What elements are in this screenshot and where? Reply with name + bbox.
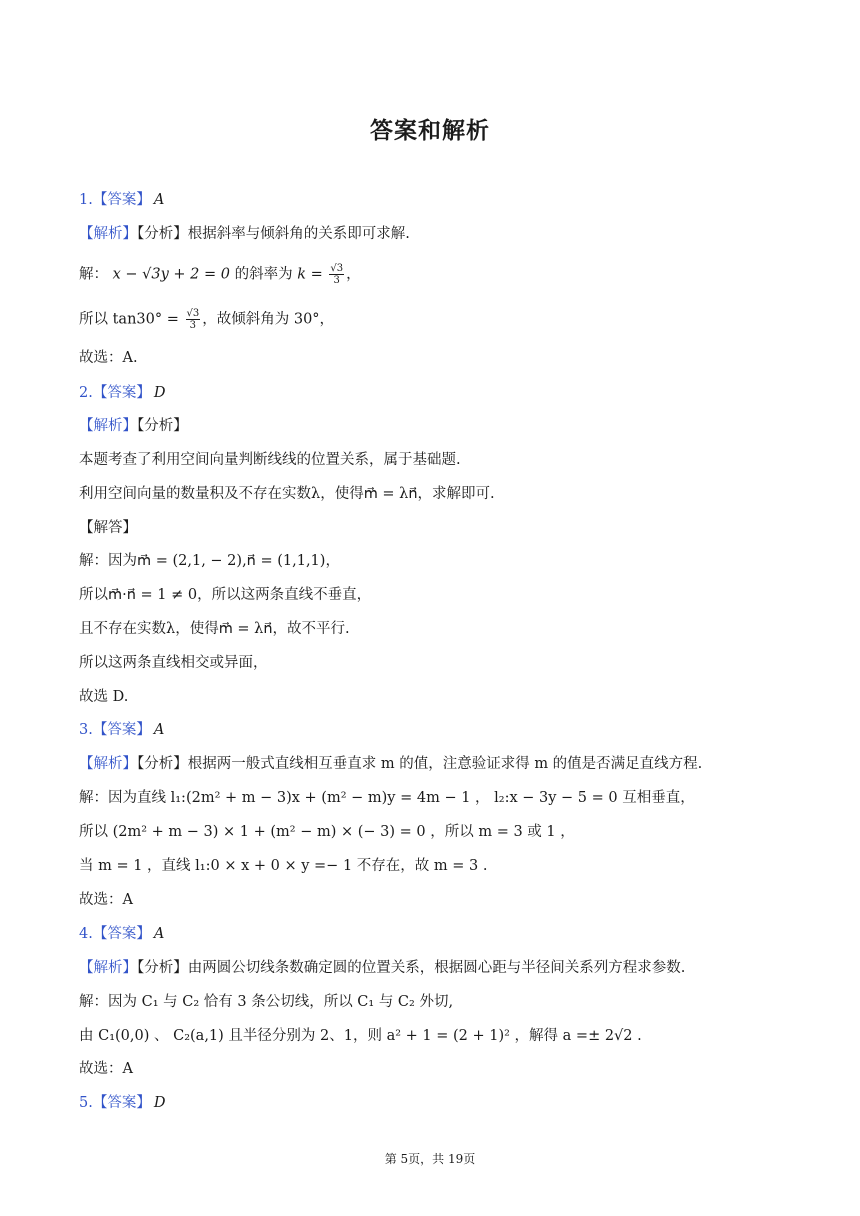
q4-number: 4. <box>79 926 93 942</box>
q1-k: k = <box>297 266 323 283</box>
q3-line-2: 解：因为直线 l₁:(2m² + m − 3)x + (m² − m)y = 4m − 1 ， l₂:x − 3y − 5 = 0 互相垂直， <box>79 790 695 806</box>
q1-equation: x − √3y + 2 = 0 <box>112 266 230 283</box>
fenxi-label: 【分析】 <box>137 960 188 976</box>
answer-label: 【答案】 <box>92 385 151 401</box>
q2-line-6: 所以m⃗·n⃗ = 1 ≠ 0，所以这两条直线不垂直， <box>79 587 372 603</box>
q2-line-7: 且不存在实数λ，使得m⃗ = λn⃗，故不平行. <box>79 621 350 637</box>
q2-number: 2. <box>79 385 93 401</box>
q5-number: 5. <box>79 1095 93 1111</box>
q1-tan-line <box>79 308 334 331</box>
q5-answer-line <box>79 1093 165 1113</box>
q1-solution-prefix: 解： <box>79 266 108 283</box>
q1-choice: 故选：A. <box>79 350 138 366</box>
answer-label: 【答案】 <box>92 926 151 942</box>
q2-solve-label: 【解答】 <box>79 520 137 536</box>
fenxi-label: 【分析】 <box>137 418 188 434</box>
q3-answer-line <box>79 720 164 740</box>
q1-fraction <box>329 263 344 286</box>
q1-answer: A <box>153 192 165 208</box>
q4-analysis-text: 由两圆公切线条数确定圆的位置关系，根据圆心距与半径间关系列方程求参数. <box>187 960 686 976</box>
q3-line-4: 当 m = 1 ，直线 l₁:0 × x + 0 × y =− 1 不存在，故 m = 3 . <box>79 858 488 874</box>
fraction-denominator: 3 <box>333 275 340 286</box>
q1-analysis-text: 根据斜率与倾斜角的关系即可求解. <box>187 226 410 242</box>
jiexi-label: 【解析】 <box>79 418 137 434</box>
q2-line-8: 所以这两条直线相交或异面， <box>79 655 268 671</box>
q3-answer: A <box>153 722 165 738</box>
q2-line-5: 解：因为m⃗ = (2,1, − 2),n⃗ = (1,1,1)， <box>79 553 340 569</box>
q1-tan-prefix: 所以 tan30° = <box>79 311 179 328</box>
q2-answer: D <box>153 385 166 401</box>
fraction-denominator: 3 <box>189 320 197 331</box>
q4-answer-line <box>79 924 164 944</box>
q4-line-2: 解：因为 C₁ 与 C₂ 恰有 3 条公切线，所以 C₁ 与 C₂ 外切, <box>79 994 454 1010</box>
page-title: 答案和解析 <box>370 118 490 144</box>
q1-analysis <box>79 224 410 244</box>
q1-tan-end: ，故倾斜角为 30°， <box>202 311 335 328</box>
jiexi-label: 【解析】 <box>79 226 137 242</box>
page-footer: 第 5页，共 19页 <box>384 1152 476 1166</box>
fraction-numerator: √3 <box>330 263 344 274</box>
jiexi-label: 【解析】 <box>79 960 137 976</box>
q2-analysis-header <box>79 416 188 436</box>
fenxi-label: 【分析】 <box>137 226 188 242</box>
q3-choice: 故选：A <box>79 892 133 908</box>
q4-line-3: 由 C₁(0,0) 、 C₂(a,1) 且半径分别为 2、1，则 a² + 1 = (2 + 1)² ，解得 a =± 2√2 . <box>79 1028 642 1044</box>
q1-solution-end: ， <box>346 266 361 283</box>
q1-solution-line <box>79 263 361 286</box>
q3-number: 3. <box>79 722 93 738</box>
q1-fraction-2 <box>186 308 201 331</box>
answer-label: 【答案】 <box>92 722 151 738</box>
jiexi-label: 【解析】 <box>79 756 137 772</box>
q2-line-2: 本题考查了利用空间向量判断线线的位置关系，属于基础题. <box>79 452 461 468</box>
q2-choice: 故选 D. <box>79 689 129 705</box>
q4-choice: 故选：A <box>79 1061 133 1077</box>
fraction-numerator: √3 <box>186 308 200 319</box>
q2-line-3: 利用空间向量的数量积及不存在实数λ，使得m⃗ = λn⃗，求解即可. <box>79 486 495 502</box>
q1-number: 1. <box>79 192 93 208</box>
fenxi-label: 【分析】 <box>137 756 188 772</box>
q4-analysis <box>79 958 685 978</box>
q5-answer: D <box>153 1095 166 1111</box>
q2-answer-line <box>79 383 165 403</box>
answer-label: 【答案】 <box>92 192 151 208</box>
q4-answer: A <box>153 926 165 942</box>
q3-line-3: 所以 (2m² + m − 3) × 1 + (m² − m) × (− 3) = 0 ，所以 m = 3 或 1 ， <box>79 824 575 840</box>
answer-label: 【答案】 <box>92 1095 151 1111</box>
q1-answer-line <box>79 190 164 210</box>
q3-analysis-text: 根据两一般式直线相互垂直求 m 的值，注意验证求得 m 的值是否满足直线方程. <box>187 756 703 772</box>
q1-solution-mid: 的斜率为 <box>234 266 293 283</box>
q3-analysis <box>79 754 702 774</box>
